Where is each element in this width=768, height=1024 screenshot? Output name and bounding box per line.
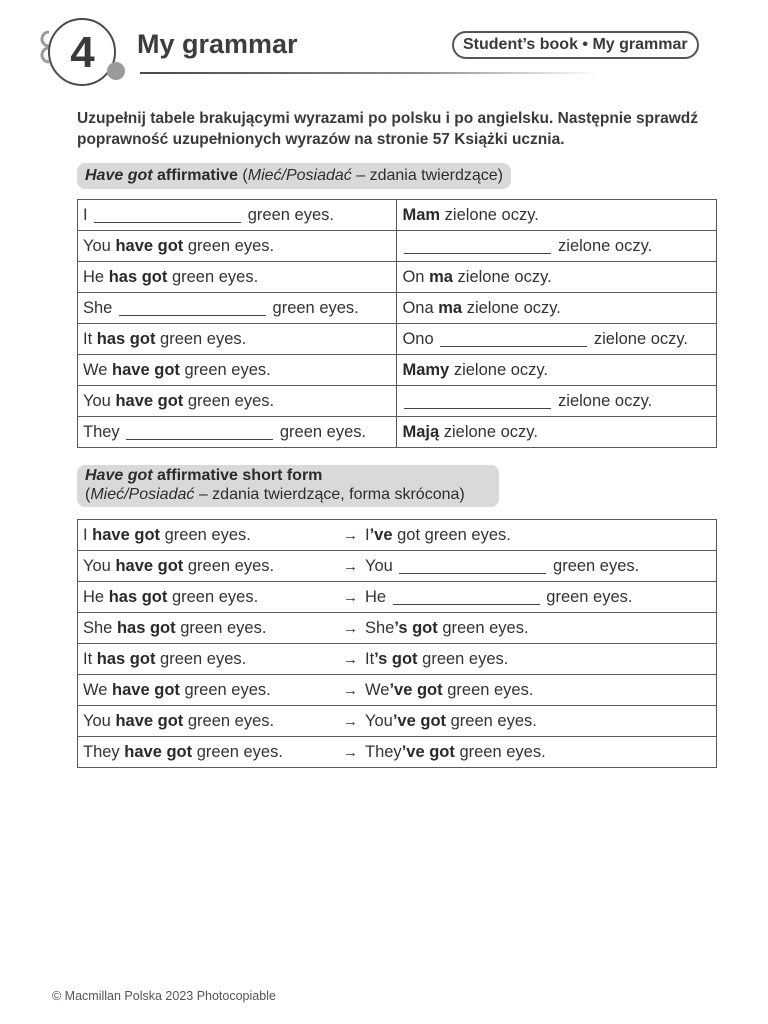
- english-cell: [78, 262, 397, 293]
- bold-verb-text: have got: [124, 742, 193, 761]
- sentence-text: I: [83, 205, 93, 224]
- polish-cell: [397, 231, 717, 262]
- sentence-text: zielone oczy.: [553, 391, 653, 410]
- sentence-text: Ona: [402, 298, 439, 317]
- section-1-label-italic: Have got: [85, 167, 153, 184]
- english-cell: [78, 386, 397, 417]
- sentence-text: She: [83, 298, 117, 317]
- sentence-text: green eyes.: [179, 680, 271, 699]
- table-row: [78, 706, 717, 737]
- section-2-label-line2: [85, 485, 491, 504]
- sentence-text: We: [365, 680, 390, 699]
- polish-cell: [397, 386, 717, 417]
- sentence-text: green eyes.: [243, 205, 334, 224]
- sentence-text: green eyes.: [548, 556, 640, 575]
- short-form-cell: [343, 551, 717, 582]
- english-cell: [78, 293, 397, 324]
- instruction-text: Uzupełnij tabele brakującymi wyrazami po polsku i po angielsku. Następnie sprawdź poprawność uzupełnionych wyrazów na stronie 57 Książki ucznia.: [77, 110, 699, 148]
- bold-verb-text: have got: [112, 680, 180, 699]
- answer-blank[interactable]: [404, 237, 551, 254]
- bold-verb-text: Mają: [402, 422, 440, 441]
- bold-verb-text: ’ve got: [389, 680, 443, 699]
- sentence-text: green eyes.: [267, 298, 359, 317]
- sentence-text: green eyes.: [183, 556, 275, 575]
- bold-verb-text: have got: [112, 360, 180, 379]
- bold-verb-text: Mam: [402, 205, 441, 224]
- section-2-label-line1: [85, 466, 491, 485]
- sentence-text: We: [83, 680, 113, 699]
- sentence-text: zielone oczy.: [462, 298, 561, 317]
- sentence-text: She: [83, 618, 117, 637]
- table-row: [78, 355, 717, 386]
- bold-verb-text: ’s got: [374, 649, 418, 668]
- bold-verb-text: has got: [108, 267, 168, 286]
- answer-blank[interactable]: [399, 557, 546, 574]
- arrow-right-icon: →: [343, 681, 358, 699]
- sentence-text: green eyes.: [454, 742, 546, 761]
- sentence-text: zielone oczy.: [440, 205, 539, 224]
- section-2-label-rest: – zdania twierdzące, forma skrócona): [194, 486, 465, 503]
- sentence-text: green eyes.: [417, 649, 509, 668]
- answer-blank[interactable]: [440, 330, 587, 347]
- arrow-right-icon: →: [343, 526, 358, 544]
- section-2-label-open: (: [85, 486, 91, 503]
- short-form-cell: [343, 520, 717, 551]
- table-row: [78, 644, 717, 675]
- section-1-label: [77, 163, 511, 189]
- page-title: My grammar: [137, 29, 298, 59]
- short-form-cell: [343, 675, 717, 706]
- sentence-text: It: [83, 649, 97, 668]
- long-form-cell: [78, 551, 344, 582]
- book-reference-tag: Student’s book • My grammar: [452, 31, 699, 59]
- english-cell: [78, 200, 397, 231]
- sentence-text: green eyes.: [192, 742, 283, 761]
- unit-number: 4: [70, 28, 95, 77]
- sentence-text: They: [83, 422, 125, 441]
- sentence-text: You: [365, 711, 393, 730]
- sentence-text: green eyes.: [275, 422, 367, 441]
- table-row: [78, 582, 717, 613]
- arrow-right-icon: →: [343, 588, 358, 606]
- bold-verb-text: ma: [438, 298, 463, 317]
- bold-verb-text: Mamy: [402, 360, 450, 379]
- table-row: [78, 551, 717, 582]
- sentence-text: zielone oczy.: [553, 236, 653, 255]
- sentence-text: green eyes.: [179, 360, 271, 379]
- long-form-cell: [78, 582, 344, 613]
- bold-verb-text: ’ve: [369, 525, 393, 544]
- sentence-text: green eyes.: [437, 618, 529, 637]
- sentence-text: You: [365, 556, 398, 575]
- table-row: [78, 262, 717, 293]
- sentence-text: She: [365, 618, 395, 637]
- sentence-text: We: [83, 360, 113, 379]
- polish-cell: [397, 293, 717, 324]
- sentence-text: They: [83, 742, 125, 761]
- sentence-text: You: [83, 236, 116, 255]
- sentence-text: green eyes.: [183, 711, 275, 730]
- sentence-text: Ono: [402, 329, 439, 348]
- sentence-text: I: [83, 525, 93, 544]
- long-form-cell: [78, 613, 344, 644]
- english-cell: [78, 417, 397, 448]
- section-2-label-hint: Mieć/Posiadać: [90, 486, 195, 503]
- sentence-text: green eyes.: [167, 587, 259, 606]
- polish-cell: [397, 200, 717, 231]
- short-form-cell: [343, 613, 717, 644]
- sentence-text: zielone oczy.: [452, 267, 552, 286]
- english-cell: [78, 231, 397, 262]
- section-1-label-bold: affirmative: [152, 167, 238, 184]
- sentence-text: On: [402, 267, 430, 286]
- short-form-cell: [343, 644, 717, 675]
- sentence-text: green eyes.: [446, 711, 537, 730]
- table-row: [78, 737, 717, 768]
- answer-blank[interactable]: [404, 392, 551, 409]
- sentence-text: It: [83, 329, 97, 348]
- table-row: [78, 520, 717, 551]
- bold-verb-text: ma: [429, 267, 453, 286]
- answer-blank[interactable]: [119, 299, 266, 316]
- sentence-text: green eyes.: [155, 329, 247, 348]
- unit-dot-icon: [107, 62, 125, 80]
- polish-cell: [397, 324, 717, 355]
- section-1-label-close: – zdania twierdzące): [351, 167, 503, 184]
- bold-verb-text: have got: [92, 525, 161, 544]
- sentence-text: I: [365, 525, 370, 544]
- sentence-text: He: [83, 267, 109, 286]
- answer-blank[interactable]: [126, 423, 273, 440]
- table-row: [78, 675, 717, 706]
- bold-verb-text: has got: [96, 649, 156, 668]
- sentence-text: green eyes.: [442, 680, 534, 699]
- short-form-cell: [343, 706, 717, 737]
- sentence-text: green eyes.: [155, 649, 247, 668]
- sentence-text: green eyes.: [183, 391, 275, 410]
- sentence-text: You: [83, 711, 116, 730]
- section-1-label-hint: Mieć/Posiadać: [247, 167, 352, 184]
- header-rule: [140, 72, 600, 74]
- sentence-text: He: [83, 587, 109, 606]
- section-1-label-open: (: [237, 167, 248, 184]
- bold-verb-text: ’ve got: [401, 742, 455, 761]
- polish-cell: [397, 262, 717, 293]
- bold-verb-text: have got: [115, 556, 184, 575]
- bold-verb-text: ’ve got: [392, 711, 447, 730]
- sentence-text: zielone oczy.: [589, 329, 688, 348]
- sentence-text: green eyes.: [160, 525, 251, 544]
- sentence-text: zielone oczy.: [439, 422, 538, 441]
- sentence-text: green eyes.: [541, 587, 633, 606]
- long-form-cell: [78, 520, 344, 551]
- table-row: [78, 324, 717, 355]
- section-2-label-italic: Have got: [85, 467, 153, 484]
- sentence-text: It: [365, 649, 375, 668]
- short-form-cell: [343, 737, 717, 768]
- bold-verb-text: has got: [108, 587, 168, 606]
- bold-verb-text: have got: [115, 236, 184, 255]
- english-cell: [78, 324, 397, 355]
- sentence-text: green eyes.: [167, 267, 259, 286]
- bold-verb-text: has got: [96, 329, 156, 348]
- short-form-cell: [343, 582, 717, 613]
- table-row: [78, 231, 717, 262]
- polish-cell: [397, 417, 717, 448]
- table-row: [78, 417, 717, 448]
- sentence-text: He: [365, 587, 391, 606]
- long-form-cell: [78, 706, 344, 737]
- long-form-cell: [78, 737, 344, 768]
- short-form-table: [77, 519, 717, 768]
- arrow-right-icon: →: [343, 743, 358, 761]
- bold-verb-text: has got: [116, 618, 176, 637]
- section-2-label: [77, 465, 499, 507]
- affirmative-table: [77, 199, 717, 448]
- bold-verb-text: have got: [115, 711, 184, 730]
- arrow-right-icon: →: [343, 619, 358, 637]
- sentence-text: got green eyes.: [392, 525, 511, 544]
- sentence-text: They: [365, 742, 402, 761]
- long-form-cell: [78, 644, 344, 675]
- unit-badge: [37, 17, 127, 87]
- arrow-right-icon: →: [343, 650, 358, 668]
- sentence-text: You: [83, 391, 116, 410]
- table-row: [78, 386, 717, 417]
- section-2-label-bold: affirmative short form: [152, 467, 323, 484]
- sentence-text: You: [83, 556, 116, 575]
- arrow-right-icon: →: [343, 557, 358, 575]
- polish-cell: [397, 355, 717, 386]
- bold-verb-text: ’s got: [394, 618, 438, 637]
- bold-verb-text: have got: [115, 391, 184, 410]
- long-form-cell: [78, 675, 344, 706]
- sentence-text: zielone oczy.: [449, 360, 548, 379]
- table-row: [78, 200, 717, 231]
- english-cell: [78, 355, 397, 386]
- table-row: [78, 293, 717, 324]
- arrow-right-icon: →: [343, 712, 358, 730]
- sentence-text: green eyes.: [175, 618, 267, 637]
- table-row: [78, 613, 717, 644]
- copyright-footer: © Macmillan Polska 2023 Photocopiable: [52, 989, 276, 1003]
- answer-blank[interactable]: [94, 206, 241, 223]
- sentence-text: green eyes.: [183, 236, 275, 255]
- answer-blank[interactable]: [393, 588, 540, 605]
